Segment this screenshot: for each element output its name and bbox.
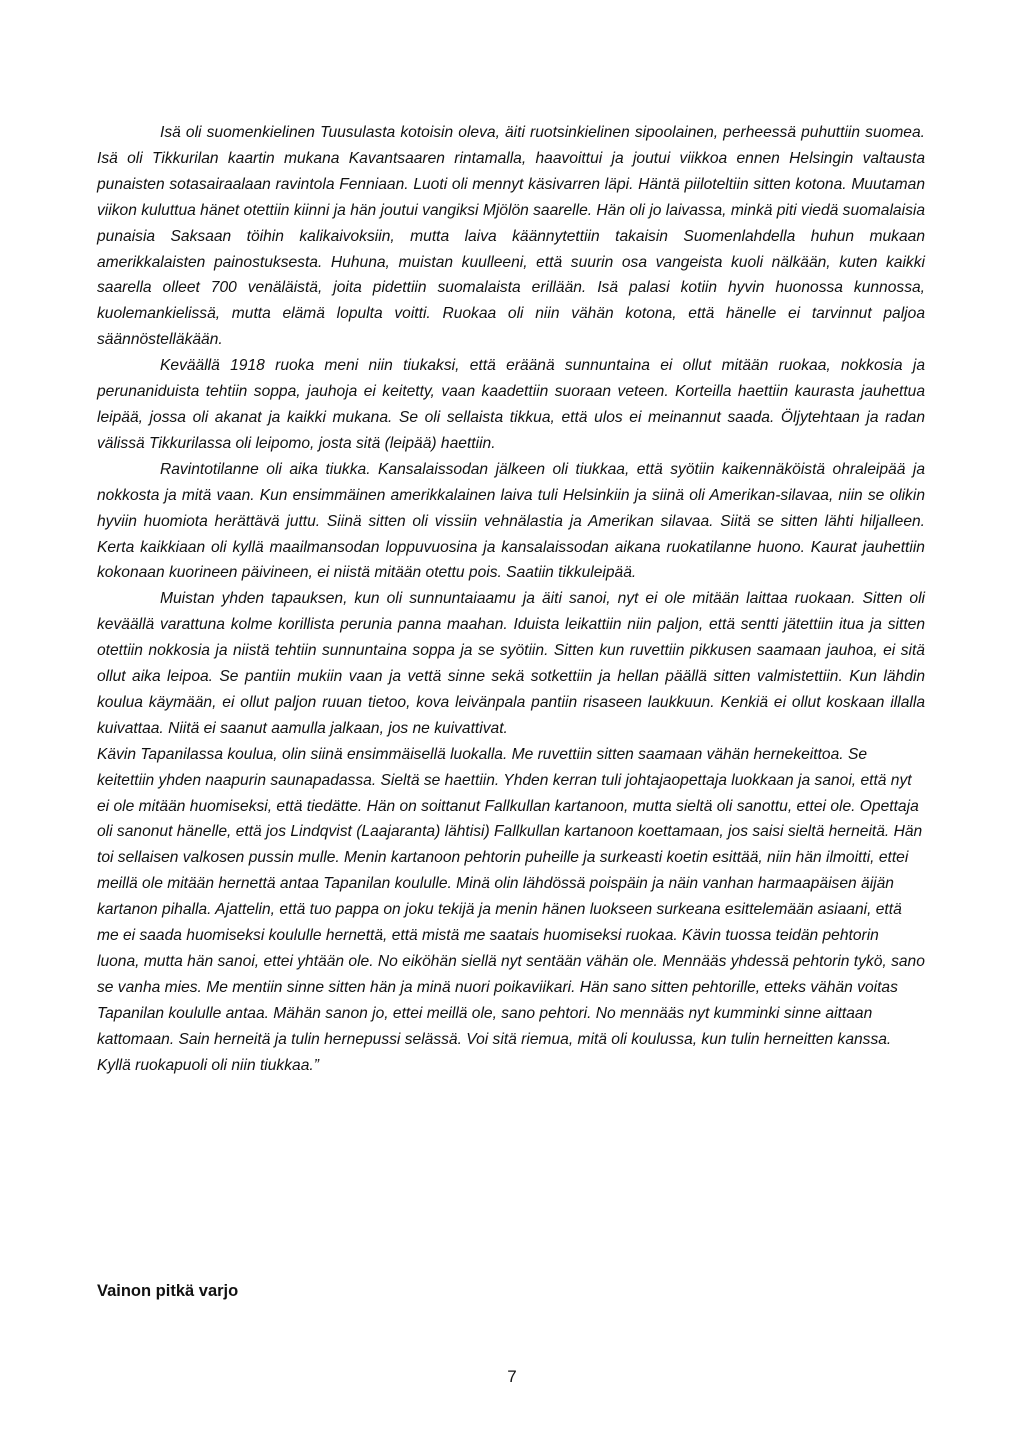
paragraph-spring-1918: Keväällä 1918 ruoka meni niin tiukaksi, että eräänä sunnuntaina ei ollut mitään ruokaa, nokkosia ja perunaniduista tehtiin soppa, jauhoja ei keitetty, vaan kaadettiin suoraan veteen. Korteilla haettiin kaurasta jauhettua leipää, jossa oli akanat ja kaikki mukana. Se oli sellaista tikkua, että ulos ei meinannut saada. Öljytehtaan ja radan välissä Tikkurilassa oli leipomo, josta sitä (leipää) haettiin. xyxy=(97,357,925,452)
page-number: 7 xyxy=(507,1367,517,1386)
paragraph-tapanila-school: Kävin Tapanilassa koulua, olin siinä ensimmäisellä luokalla. Me ruvettiin sitten saamaan vähän hernekeittoa. Se keitettiin yhden naapurin saunapadassa. Sieltä se haettiin. Yhden kerran tuli johtajaopettaja luokkaan ja sanoi, että nyt ei ole mitään huomiseksi, että tiedätte. Hän on soittanut Fallkullan kartanoon, mutta sieltä oli sanottu, ettei ole. Opettaja oli sanonut hänelle, että jos Lindqvist (Laajaranta) lähtisi) Fallkullan kartanoon koettamaan, jos saisi sieltä herneitä. Hän toi sellaisen valkosen pussin mulle. Menin kartanoon pehtorin puheille ja surkeasti koetin esittää, niin hän ilmoitti, ettei meillä ole mitään hernettä antaa Tapanilan koululle. Minä olin lähdössä poispäin ja näin vanhan harmaapäisen äijän kartanon pihalla. Ajattelin, että tuo pappa on joku tekijä ja menin hänen luokseen surkeana esittelemään asiaani, että me ei saada huomiseksi koululle hernettä, että mistä me saatais huomiseksi ruokaa. Kävin tuossa teidän pehtorin luona, mutta hän sanoi, ettei yhtään ole. No eiköhän siellä nyt sentään vähän ole. Mennääs yhdessä pehtorin tykö, sano se vanha mies. Me mentiin sinne sitten hän ja minä nuori poikaviikari. Hän sano sitten pehtorille, etteks vähän voitas Tapanilan koululle antaa. Mähän sanon jo, ettei meillä ole, sano pehtori. No mennääs nyt kumminki sinne aittaan kattomaan. Sain herneitä ja tulin hernepussi selässä. Voi sitä riemua, mitä oli koulussa, kun tulin herneitten kanssa. Kyllä ruokapuoli oli niin tiukkaa.” xyxy=(97,745,925,1074)
paragraph-food-situation: Ravintotilanne oli aika tiukka. Kansalaissodan jälkeen oli tiukkaa, että syötiin kaikennäköistä ohraleipää ja nokkosta ja mitä vaan. Kun ensimmäinen amerikkalainen laiva tuli Helsinkiin ja siinä oli Amerikan-silavaa, niin se olikin hyviin huomiota herättävä juttu. Siinä sitten oli vissiin vehnälastia ja Amerikan silavaa. Siitä se sitten lähti hiljalleen. Kerta kaikkiaan oli kyllä maailmansodan loppuvuosina ja kansalaissodan aikana ruokatilanne huono. Kaurat jauhettiin kokonaan kuorineen päivineen, ei niistä mitään otettu pois. Saatiin tikkuleipää. xyxy=(97,460,925,582)
paragraph-father-captivity: Isä oli suomenkielinen Tuusulasta kotoisin oleva, äiti ruotsinkielinen sipoolainen, perheessä puhuttiin suomea. Isä oli Tikkurilan kaartin mukana Kavantsaaren rintamalla, haavoittui ja joutui viikkoa ennen Helsingin valtausta punaisten sotasairaalaan ravintola Fenniaan. Luoti oli mennyt käsivarren läpi. Häntä piiloteltiin sitten kotona. Muutaman viikon kuluttua hänet otettiin kiinni ja hän joutui vangiksi Mjölön saarelle. Hän oli jo laivassa, minkä piti viedä suomalaisia punaisia Saksaan töihin kalikaivoksiin, mutta laiva käännytettiin takaisin Suomenlahdella huhun mukaan amerikkalaisten painostuksesta. Huhuna, muistan kuulleeni, että suurin osa vangeista kuoli nälkään, kuten kaikki saarella olleet 700 venäläistä, joita pidettiin suomalaista erillään. Isä palasi kotiin hyvin huonossa kunnossa, kuolemankielissä, mutta elämä lopulta voitti. Ruokaa oli niin vähän kotona, että hänelle ei tarvinnut paljoa säännöstelläkään. xyxy=(97,124,925,349)
document-body xyxy=(97,120,925,1079)
section-heading: Vainon pitkä varjo xyxy=(97,1282,239,1300)
paragraph-sunday-memory: Muistan yhden tapauksen, kun oli sunnuntaiaamu ja äiti sanoi, nyt ei ole mitään laittaa ruokaan. Sitten oli keväällä varattuna kolme korillista perunia panna maahan. Iduista leikattiin niin paljon, että sentti jätettiin itua ja sitten otettiin nokkosia ja niistä tehtiin sunnuntaina soppa ja se syötiin. Sitten kun ruvettiin pikkusen saamaan jauhoa, ei sitä ollut aika leipoa. Se pantiin mukiin vaan ja vettä sinne sekä sotkettiin ja hellan päällä sitten valmistettiin. Kun lähdin koulua käymään, ei ollut paljon ruuan tietoo, kova leivänpala pantiin risaseen laukkuun. Kenkiä ei ollut koskaan illalla kuivattaa. Niitä ei saanut aamulla jalkaan, jos ne kuivattivat. xyxy=(97,590,925,737)
